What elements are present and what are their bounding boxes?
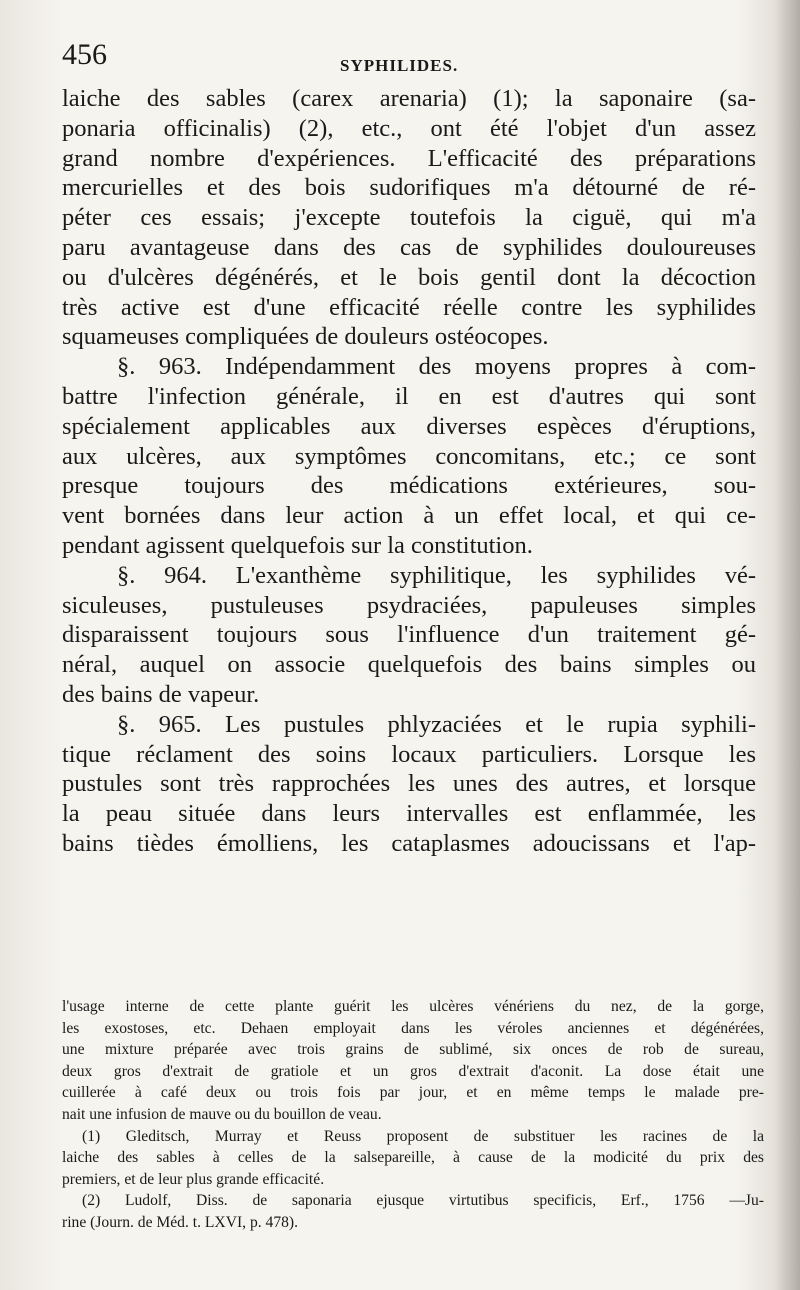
body-line: très active est d'une efficacité réelle contre les syphilides xyxy=(62,293,756,321)
footnote-line: cuillerée à café deux ou trois fois par jour, et en même temps le malade pre- xyxy=(62,1084,764,1102)
footnote-line: une mixture préparée avec trois grains de sublimé, six onces de rob de sureau, xyxy=(62,1041,764,1059)
body-line: grand nombre d'expériences. L'efficacité des préparations xyxy=(62,144,756,172)
body-line: disparaissent toujours sous l'influence d'un traitement gé- xyxy=(62,621,756,649)
running-title: SYPHILIDES. xyxy=(340,56,459,75)
body-line: pustules sont très rapprochées les unes des autres, et lorsque xyxy=(62,770,756,798)
footnote-line: rine (Journ. de Méd. t. LXVI, p. 478). xyxy=(62,1213,299,1231)
footnote-line: premiers, et de leur plus grande efficacité. xyxy=(62,1170,325,1188)
body-line: laiche des sables (carex arenaria) (1); la saponaire (sa- xyxy=(62,85,756,112)
body-line: paru avantageuse dans des cas de syphilides douloureuses xyxy=(62,233,756,261)
page-edge-shadow xyxy=(774,0,800,1290)
footnote-line: les exostoses, etc. Dehaen employait dans les véroles anciennes et dégénérées, xyxy=(62,1019,764,1037)
footnote-line: laiche des sables à celles de la salsepareille, à cause de la modicité du prix des xyxy=(62,1149,764,1167)
page-header xyxy=(62,38,762,82)
body-line: ponaria officinalis) (2), etc., ont été l'objet d'un assez xyxy=(62,114,756,142)
footnotes xyxy=(62,996,764,1234)
body-line: battre l'infection générale, il en est d'autres qui sont xyxy=(62,382,756,410)
body-line: tique réclament des soins locaux particuliers. Lorsque les xyxy=(62,740,756,768)
main-text xyxy=(62,84,756,859)
body-line: des bains de vapeur. xyxy=(62,680,260,708)
body-line: vent bornées dans leur action à un effet local, et qui ce- xyxy=(62,502,756,530)
footnote-2-start: (2) Ludolf, Diss. de saponaria ejusque virtutibus specificis, Erf., 1756 —Ju- xyxy=(82,1192,764,1210)
paragraph-963-start: §. 963. Indépendamment des moyens propres à com- xyxy=(117,353,756,381)
body-line: squameuses compliquées de douleurs ostéocopes. xyxy=(62,323,549,351)
body-line: siculeuses, pustuleuses psydraciées, papuleuses simples xyxy=(62,591,756,619)
footnote-line: deux gros d'extrait de gratiole et un gros d'extrait d'aconit. La dose était une xyxy=(62,1062,764,1080)
body-line: ou d'ulcères dégénérés, et le bois gentil dont la décoction xyxy=(62,263,756,291)
footnote-line: l'usage interne de cette plante guérit les ulcères vénériens du nez, de la gorge, xyxy=(62,998,764,1015)
body-line: spécialement applicables aux diverses espèces d'éruptions, xyxy=(62,412,756,440)
page-number: 456 xyxy=(62,38,107,71)
body-line: presque toujours des médications extérieures, sou- xyxy=(62,472,756,500)
footnote-line: nait une infusion de mauve ou du bouillon de veau. xyxy=(62,1105,382,1123)
body-line: péter ces essais; j'excepte toutefois la ciguë, qui m'a xyxy=(62,204,756,232)
paragraph-965-start: §. 965. Les pustules phlyzaciées et le rupia syphili- xyxy=(117,710,756,738)
body-line: aux ulcères, aux symptômes concomitans, etc.; ce sont xyxy=(62,442,756,470)
body-line: néral, auquel on associe quelquefois des bains simples ou xyxy=(62,651,756,679)
body-line: bains tièdes émolliens, les cataplasmes adoucissans et l'ap- xyxy=(62,829,756,857)
body-line: la peau située dans leurs intervalles est enflammée, les xyxy=(62,800,756,828)
body-line: mercurielles et des bois sudorifiques m'a détourné de ré- xyxy=(62,174,756,202)
footnote-1-start: (1) Gleditsch, Murray et Reuss proposent de substituer les racines de la xyxy=(82,1127,764,1145)
paragraph-964-start: §. 964. L'exanthème syphilitique, les syphilides vé- xyxy=(117,561,756,589)
body-line: pendant agissent quelquefois sur la constitution. xyxy=(62,531,533,559)
